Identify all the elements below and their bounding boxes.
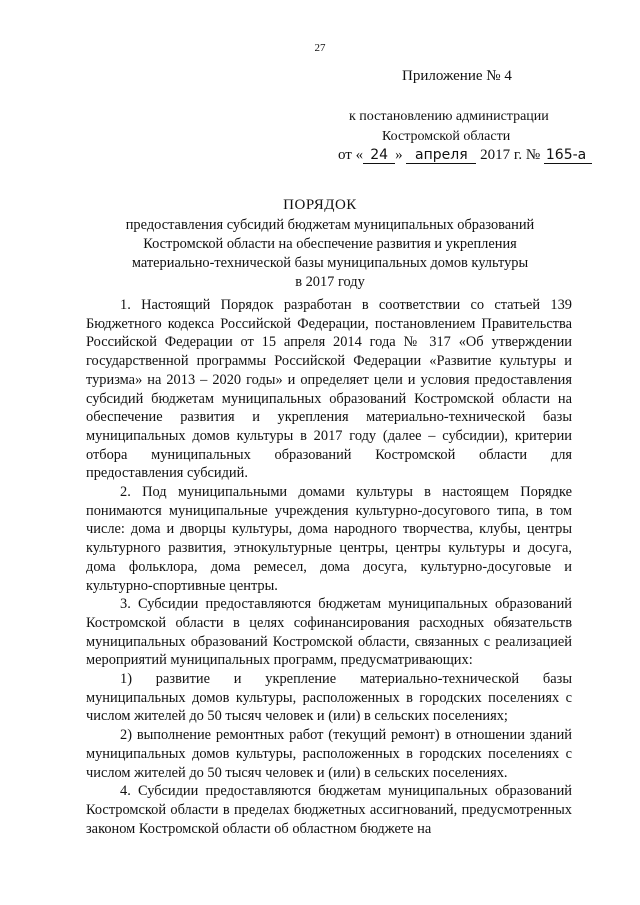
handwritten-month: апреля — [406, 147, 476, 164]
document-body — [86, 296, 572, 838]
handwritten-day: 24 — [363, 147, 395, 164]
paragraph-2: 2. Под муниципальными домами культуры в настоящем Порядке понимаются муниципальные учреждения культурно-досугового типа, в том числе: дома и дворцы культуры, дома народного творчества, клубы, центры культурного развития, этнокультурные центры, центры культуры и досуга, дома фольклора, дома ремесел, дома досуга, культурно-досуговые и культурно-спортивные центры. — [86, 484, 572, 594]
appendix-title: Приложение № 4 — [402, 68, 512, 84]
paragraph-4: 4. Субсидии предоставляются бюджетам муниципальных образований Костромской области в пределах бюджетных ассигнований, предусмотренных законом Костромской области об областном бюджете на — [86, 783, 572, 837]
appendix-line-2-text: Костромской области — [382, 129, 511, 144]
paragraph-1: 1. Настоящий Порядок разработан в соответствии со статьей 139 Бюджетного кодекса Российской Федерации, постановлением Правительства Российской Федерации от 15 апреля 2014 года № 317 «Об утверждении государственной программы Российской Федерации «Развитие культуры и туризма» на 2013 – 2020 годы» и определяет цели и условия предоставления субсидий бюджетам муниципальных образований Костромской области на обеспечение развития и укрепления материально-технической базы муниципальных домов культуры в 2017 году (далее – субсидии), критерии отбора муниципальных образований Костромской области для предоставления субсидий. — [86, 297, 572, 482]
subtitle-line: предоставления субсидий бюджетам муниципальных образований — [125, 217, 535, 233]
date-mid: » — [395, 147, 403, 163]
date-prefix: от « — [338, 147, 364, 163]
subtitle-line: материально-технической базы муниципальных домов культуры — [131, 255, 529, 271]
paragraph-3-item-1: 1) развитие и укрепление материально-технической базы муниципальных домов культуры, расположенных в городских поселениях с числом жителей до 50 тысяч человек и (или) в сельских поселениях; — [86, 671, 572, 725]
appendix-line-1-text: к постановлению администрации — [349, 109, 549, 124]
handwritten-number: 165-а — [544, 147, 592, 164]
subtitle-line: в 2017 году — [295, 274, 365, 290]
resolution-dateline — [338, 147, 592, 164]
paragraph-3-item-2: 2) выполнение ремонтных работ (текущий ремонт) в отношении зданий муниципальных домов культуры, расположенных в городских поселениях с числом жителей до 50 тысяч человек и (или) в сельских поселениях. — [86, 727, 572, 781]
year-text: 2017 г. № — [480, 147, 541, 163]
page-number: 27 — [314, 42, 326, 54]
subtitle-line: Костромской области на обеспечение развития и укрепления — [143, 236, 517, 252]
paragraph-3: 3. Субсидии предоставляются бюджетам муниципальных образований Костромской области в целях софинансирования расходных обязательств муниципальных образований Костромской области, связанных с реализацией мероприятий муниципальных программ, предусматривающих: — [86, 596, 572, 669]
document-subtitle — [100, 216, 560, 292]
document-title: ПОРЯДОК — [283, 197, 357, 213]
